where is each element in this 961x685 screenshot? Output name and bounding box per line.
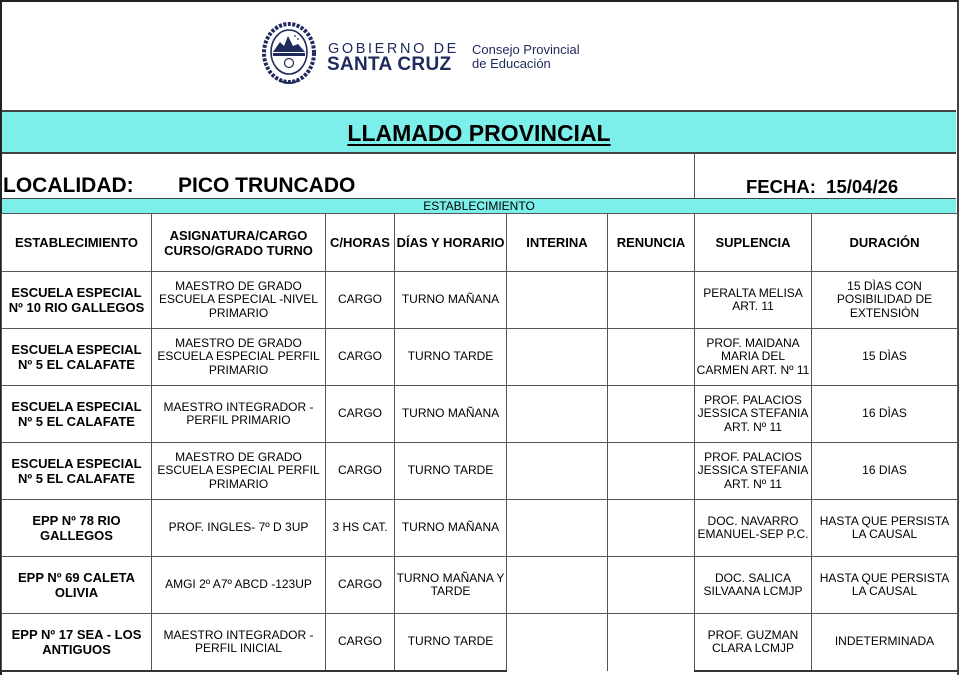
cell-interina	[507, 329, 608, 386]
cell-establecimiento: EPP Nº 78 RIO GALLEGOS	[2, 500, 152, 557]
fecha-label: FECHA:	[746, 176, 816, 197]
fecha-field	[746, 176, 898, 198]
fecha-value: 15/04/26	[826, 176, 899, 197]
cell-interina	[507, 272, 608, 329]
llamado-table	[1, 213, 958, 672]
col-header-establecimiento: ESTABLECIMIENTO	[2, 214, 152, 272]
table-row	[2, 614, 958, 672]
consejo-line-1: Consejo Provincial	[472, 42, 580, 57]
cell-interina	[507, 614, 608, 672]
cell-renuncia	[608, 329, 695, 386]
cell-horario: TURNO MAÑANA	[395, 386, 507, 443]
cell-interina	[507, 557, 608, 614]
cell-asignatura: MAESTRO DE GRADO ESCUELA ESPECIAL PERFIL PRIMARIO	[152, 443, 326, 500]
col-header-horas: C/HORAS	[326, 214, 395, 272]
table-row	[2, 329, 958, 386]
cell-duracion: 16 DÌAS	[812, 386, 958, 443]
gobierno-label: GOBIERNO DE	[328, 41, 459, 57]
col-header-suplencia: SUPLENCIA	[695, 214, 812, 272]
table-row	[2, 386, 958, 443]
cell-establecimiento: ESCUELA ESPECIAL Nº 10 RIO GALLEGOS	[2, 272, 152, 329]
cell-horas: CARGO	[326, 329, 395, 386]
table-row	[2, 500, 958, 557]
cell-interina	[507, 386, 608, 443]
cell-asignatura: MAESTRO DE GRADO ESCUELA ESPECIAL PERFIL PRIMARIO	[152, 329, 326, 386]
cell-suplencia: PROF. PALACIOS JESSICA STEFANIA ART. Nº 11	[695, 386, 812, 443]
cell-horario: TURNO TARDE	[395, 329, 507, 386]
localidad-row	[2, 152, 956, 198]
cell-renuncia	[608, 443, 695, 500]
table-row	[2, 443, 958, 500]
section-label: ESTABLECIMIENTO	[2, 198, 956, 214]
cell-establecimiento: ESCUELA ESPECIAL Nº 5 EL CALAFATE	[2, 443, 152, 500]
cell-horas: CARGO	[326, 557, 395, 614]
cell-horas: CARGO	[326, 272, 395, 329]
localidad-value: PICO TRUNCADO	[178, 174, 356, 197]
cell-horas: CARGO	[326, 443, 395, 500]
cell-suplencia: PERALTA MELISA ART. 11	[695, 272, 812, 329]
cell-horario: TURNO TARDE	[395, 614, 507, 672]
consejo-label	[472, 43, 580, 71]
cell-interina	[507, 500, 608, 557]
cell-asignatura: PROF. INGLES- 7º D 3UP	[152, 500, 326, 557]
cell-duracion: INDETERMINADA	[812, 614, 958, 672]
localidad-label: LOCALIDAD:	[3, 174, 134, 197]
santa-cruz-label: SANTA CRUZ	[327, 54, 452, 75]
cell-horario: TURNO MAÑANA	[395, 500, 507, 557]
cell-duracion: 15 DÌAS CON POSIBILIDAD DE EXTENSIÒN	[812, 272, 958, 329]
cell-suplencia: DOC. NAVARRO EMANUEL-SEP P.C.	[695, 500, 812, 557]
table-header-row	[2, 214, 958, 272]
header-logos	[0, 0, 957, 110]
cell-horas: 3 HS CAT.	[326, 500, 395, 557]
cell-asignatura: MAESTRO INTEGRADOR - PERFIL PRIMARIO	[152, 386, 326, 443]
cell-suplencia: DOC. SALICA SILVAANA LCMJP	[695, 557, 812, 614]
cell-asignatura: AMGI 2º A7º ABCD -123UP	[152, 557, 326, 614]
cell-asignatura: MAESTRO INTEGRADOR - PERFIL INICIAL	[152, 614, 326, 672]
cell-suplencia: PROF. MAIDANA MARIA DEL CARMEN ART. Nº 11	[695, 329, 812, 386]
cell-duracion: 15 DÌAS	[812, 329, 958, 386]
cell-suplencia: PROF. GUZMAN CLARA LCMJP	[695, 614, 812, 672]
cell-duracion: HASTA QUE PERSISTA LA CAUSAL	[812, 557, 958, 614]
cell-establecimiento: EPP Nº 69 CALETA OLIVIA	[2, 557, 152, 614]
cell-renuncia	[608, 386, 695, 443]
santa-cruz-crest-icon	[262, 22, 316, 88]
col-header-asignatura: ASIGNATURA/CARGO CURSO/GRADO TURNO	[152, 214, 326, 272]
cell-renuncia	[608, 614, 695, 672]
table-row	[2, 557, 958, 614]
col-header-renuncia: RENUNCIA	[608, 214, 695, 272]
cell-asignatura: MAESTRO DE GRADO ESCUELA ESPECIAL -NIVEL PRIMARIO	[152, 272, 326, 329]
title-band	[2, 110, 956, 154]
cell-renuncia	[608, 500, 695, 557]
col-header-interina: INTERINA	[507, 214, 608, 272]
cell-suplencia: PROF. PALACIOS JESSICA STEFANIA ART. Nº 11	[695, 443, 812, 500]
cell-interina	[507, 443, 608, 500]
cell-horario: TURNO TARDE	[395, 443, 507, 500]
fecha-divider	[694, 152, 695, 198]
consejo-line-2: de Educación	[472, 56, 551, 71]
col-header-duracion: DURACIÓN	[812, 214, 958, 272]
cell-duracion: 16 DIAS	[812, 443, 958, 500]
cell-horario: TURNO MAÑANA	[395, 272, 507, 329]
cell-renuncia	[608, 272, 695, 329]
cell-establecimiento: ESCUELA ESPECIAL Nº 5 EL CALAFATE	[2, 386, 152, 443]
cell-establecimiento: ESCUELA ESPECIAL Nº 5 EL CALAFATE	[2, 329, 152, 386]
cell-horario: TURNO MAÑANA Y TARDE	[395, 557, 507, 614]
cell-renuncia	[608, 557, 695, 614]
cell-establecimiento: EPP Nº 17 SEA - LOS ANTIGUOS	[2, 614, 152, 672]
page-title: LLAMADO PROVINCIAL	[347, 120, 611, 146]
cell-horas: CARGO	[326, 614, 395, 672]
table-row	[2, 272, 958, 329]
col-header-horario: DÍAS Y HORARIO	[395, 214, 507, 272]
cell-duracion: HASTA QUE PERSISTA LA CAUSAL	[812, 500, 958, 557]
cell-horas: CARGO	[326, 386, 395, 443]
